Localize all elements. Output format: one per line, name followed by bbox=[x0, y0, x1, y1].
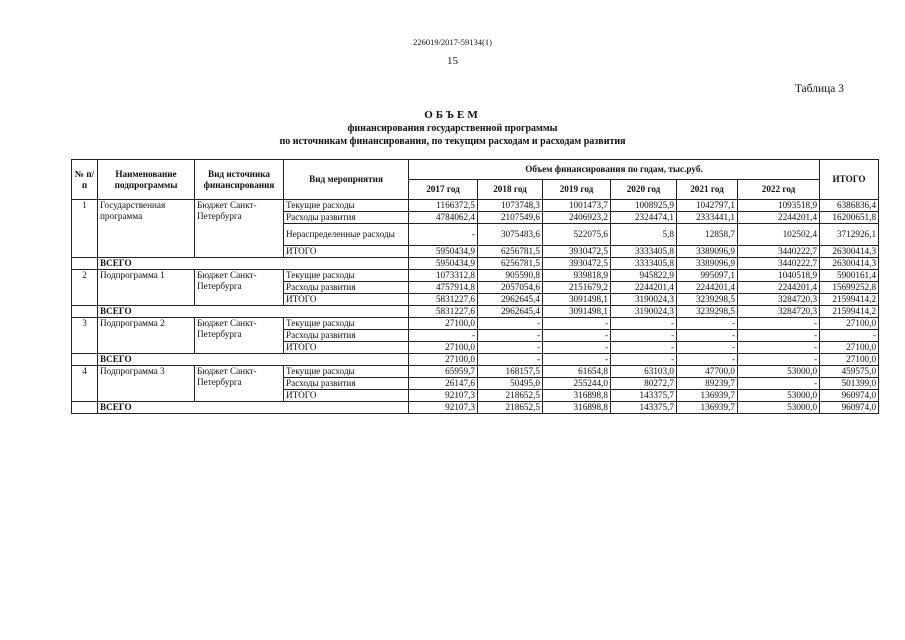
table-row bbox=[72, 270, 879, 282]
value-cell: 16200651,8 bbox=[820, 212, 879, 224]
total-row bbox=[72, 354, 879, 366]
total-row bbox=[72, 306, 879, 318]
value-cell: 143375,7 bbox=[611, 390, 677, 402]
value-cell: 3389096,9 bbox=[677, 246, 738, 258]
value-cell: 3239298,5 bbox=[677, 294, 738, 306]
activity-type: Нераспределенные расходы bbox=[284, 224, 409, 246]
table-row bbox=[72, 318, 879, 330]
value-cell: 2406923,2 bbox=[543, 212, 611, 224]
value-cell: - bbox=[478, 330, 543, 342]
value-cell: 4784062,4 bbox=[409, 212, 478, 224]
value-cell: - bbox=[409, 224, 478, 246]
value-cell: 2057054,6 bbox=[478, 282, 543, 294]
value-cell: - bbox=[611, 342, 677, 354]
total-value-cell: 143375,7 bbox=[611, 402, 677, 414]
value-cell: 61654,8 bbox=[543, 366, 611, 378]
value-cell: 5,8 bbox=[611, 224, 677, 246]
funding-source: Бюджет Санкт-Петербурга bbox=[195, 366, 284, 402]
header-year: 2020 год bbox=[611, 180, 677, 200]
activity-type: ИТОГО bbox=[284, 390, 409, 402]
value-cell: - bbox=[677, 318, 738, 330]
value-cell: - bbox=[738, 318, 820, 330]
total-value-cell: - bbox=[677, 354, 738, 366]
value-cell: - bbox=[543, 342, 611, 354]
table-label: Таблица 3 bbox=[794, 83, 844, 95]
value-cell: 1008925,9 bbox=[611, 200, 677, 212]
total-value-cell: 960974,0 bbox=[820, 402, 879, 414]
total-value-cell: 5831227,6 bbox=[409, 306, 478, 318]
header-source: Вид источника финансирования bbox=[195, 160, 284, 200]
value-cell: 3075483,6 bbox=[478, 224, 543, 246]
value-cell: 218652,5 bbox=[478, 390, 543, 402]
total-value-cell: 136939,7 bbox=[677, 402, 738, 414]
activity-type: ИТОГО bbox=[284, 246, 409, 258]
value-cell: 2244201,4 bbox=[738, 212, 820, 224]
value-cell: 21599414,2 bbox=[820, 294, 879, 306]
value-cell: - bbox=[611, 330, 677, 342]
value-cell: - bbox=[543, 318, 611, 330]
total-num-cell bbox=[72, 354, 98, 366]
total-value-cell: 316898,8 bbox=[543, 402, 611, 414]
activity-type: Текущие расходы bbox=[284, 318, 409, 330]
total-value-cell: - bbox=[738, 354, 820, 366]
value-cell: 89239,7 bbox=[677, 378, 738, 390]
value-cell: 3930472,5 bbox=[543, 246, 611, 258]
header-year: 2017 год bbox=[409, 180, 478, 200]
value-cell: - bbox=[409, 330, 478, 342]
value-cell: 27100,0 bbox=[409, 342, 478, 354]
value-cell: 960974,0 bbox=[820, 390, 879, 402]
title-subheading-2: по источникам финансирования, по текущим расходам и расходам развития bbox=[279, 136, 626, 147]
title-subheading: финансирования государственной программы bbox=[347, 123, 558, 134]
value-cell: - bbox=[738, 330, 820, 342]
total-num-cell bbox=[72, 258, 98, 270]
header-total: ИТОГО bbox=[820, 160, 879, 200]
value-cell: 1001473,7 bbox=[543, 200, 611, 212]
value-cell: 3712926,1 bbox=[820, 224, 879, 246]
header-name: Наименование подпрограммы bbox=[98, 160, 195, 200]
header-activity: Вид мероприятия bbox=[284, 160, 409, 200]
row-number: 1 bbox=[72, 200, 98, 258]
activity-type: Расходы развития bbox=[284, 282, 409, 294]
value-cell: 5950434,9 bbox=[409, 246, 478, 258]
value-cell: 92107,3 bbox=[409, 390, 478, 402]
value-cell: 63103,0 bbox=[611, 366, 677, 378]
value-cell: 80272,7 bbox=[611, 378, 677, 390]
activity-type: Текущие расходы bbox=[284, 200, 409, 212]
total-value-cell: 92107,3 bbox=[409, 402, 478, 414]
activity-type: Расходы развития bbox=[284, 330, 409, 342]
value-cell: 2333441,1 bbox=[677, 212, 738, 224]
value-cell: 26147,6 bbox=[409, 378, 478, 390]
funding-source: Бюджет Санкт-Петербурга bbox=[195, 318, 284, 354]
total-value-cell: 2962645,4 bbox=[478, 306, 543, 318]
value-cell: 1166372,5 bbox=[409, 200, 478, 212]
value-cell: 27100,0 bbox=[409, 318, 478, 330]
value-cell: 53000,0 bbox=[738, 390, 820, 402]
total-value-cell: 3190024,3 bbox=[611, 306, 677, 318]
value-cell: 6386836,4 bbox=[820, 200, 879, 212]
value-cell: 102502,4 bbox=[738, 224, 820, 246]
value-cell: 945822,9 bbox=[611, 270, 677, 282]
total-value-cell: 27100,0 bbox=[409, 354, 478, 366]
value-cell: 316898,8 bbox=[543, 390, 611, 402]
total-value-cell: 27100,0 bbox=[820, 354, 879, 366]
activity-type: Расходы развития bbox=[284, 378, 409, 390]
total-label: ВСЕГО bbox=[98, 402, 409, 414]
value-cell: 168157,5 bbox=[478, 366, 543, 378]
value-cell: 6256781,5 bbox=[478, 246, 543, 258]
value-cell: 2962645,4 bbox=[478, 294, 543, 306]
value-cell: 522075,6 bbox=[543, 224, 611, 246]
total-row bbox=[72, 402, 879, 414]
total-value-cell: 3284720,3 bbox=[738, 306, 820, 318]
value-cell: - bbox=[478, 342, 543, 354]
total-value-cell: 3930472,5 bbox=[543, 258, 611, 270]
value-cell: 2151679,2 bbox=[543, 282, 611, 294]
total-value-cell: 21599414,2 bbox=[820, 306, 879, 318]
table-row bbox=[72, 200, 879, 212]
value-cell: 26300414,3 bbox=[820, 246, 879, 258]
value-cell: 3091498,1 bbox=[543, 294, 611, 306]
value-cell: - bbox=[677, 342, 738, 354]
total-value-cell: 6256781,5 bbox=[478, 258, 543, 270]
value-cell: 2107549,6 bbox=[478, 212, 543, 224]
header-year: 2018 год bbox=[478, 180, 543, 200]
page-number: 15 bbox=[447, 55, 458, 67]
value-cell: - bbox=[677, 330, 738, 342]
value-cell: 1042797,1 bbox=[677, 200, 738, 212]
value-cell: 2324474,1 bbox=[611, 212, 677, 224]
value-cell: 939818,9 bbox=[543, 270, 611, 282]
value-cell: 4757914,8 bbox=[409, 282, 478, 294]
value-cell: 255244,0 bbox=[543, 378, 611, 390]
value-cell: - bbox=[543, 330, 611, 342]
activity-type: Текущие расходы bbox=[284, 270, 409, 282]
value-cell: 1073748,3 bbox=[478, 200, 543, 212]
header-year: 2019 год bbox=[543, 180, 611, 200]
total-num-cell bbox=[72, 306, 98, 318]
total-label: ВСЕГО bbox=[98, 306, 409, 318]
row-number: 4 bbox=[72, 366, 98, 402]
activity-type: ИТОГО bbox=[284, 342, 409, 354]
value-cell: 3284720,3 bbox=[738, 294, 820, 306]
value-cell: - bbox=[820, 330, 879, 342]
total-value-cell: 3239298,5 bbox=[677, 306, 738, 318]
total-value-cell: 3440222,7 bbox=[738, 258, 820, 270]
total-value-cell: - bbox=[478, 354, 543, 366]
value-cell: 15699252,8 bbox=[820, 282, 879, 294]
total-value-cell: 26300414,3 bbox=[820, 258, 879, 270]
value-cell: 995097,1 bbox=[677, 270, 738, 282]
value-cell: - bbox=[738, 342, 820, 354]
activity-type: ИТОГО bbox=[284, 294, 409, 306]
total-value-cell: - bbox=[611, 354, 677, 366]
value-cell: 12858,7 bbox=[677, 224, 738, 246]
row-number: 2 bbox=[72, 270, 98, 306]
total-num-cell bbox=[72, 402, 98, 414]
value-cell: 47700,0 bbox=[677, 366, 738, 378]
value-cell: 2244201,4 bbox=[677, 282, 738, 294]
value-cell: 1093518,9 bbox=[738, 200, 820, 212]
total-label: ВСЕГО bbox=[98, 354, 409, 366]
value-cell: 1040518,9 bbox=[738, 270, 820, 282]
value-cell: 65959,7 bbox=[409, 366, 478, 378]
value-cell: 50495,0 bbox=[478, 378, 543, 390]
subprogram-name: Подпрограмма 1 bbox=[98, 270, 195, 306]
funding-source: Бюджет Санкт-Петербурга bbox=[195, 270, 284, 306]
total-value-cell: 218652,5 bbox=[478, 402, 543, 414]
subprogram-name: Государственная программа bbox=[98, 200, 195, 258]
header-num: № п/п bbox=[72, 160, 98, 200]
table-body bbox=[72, 200, 879, 414]
subprogram-name: Подпрограмма 2 bbox=[98, 318, 195, 354]
value-cell: - bbox=[611, 318, 677, 330]
total-value-cell: 5950434,9 bbox=[409, 258, 478, 270]
value-cell: - bbox=[738, 378, 820, 390]
value-cell: 459575,0 bbox=[820, 366, 879, 378]
value-cell: 136939,7 bbox=[677, 390, 738, 402]
subprogram-name: Подпрограмма 3 bbox=[98, 366, 195, 402]
document-id: 226019/2017-59134(1) bbox=[413, 37, 492, 47]
value-cell: 2244201,4 bbox=[611, 282, 677, 294]
header-years-group: Объем финансирования по годам, тыс.руб. bbox=[409, 160, 820, 180]
value-cell: 53000,0 bbox=[738, 366, 820, 378]
activity-type: Текущие расходы bbox=[284, 366, 409, 378]
value-cell: 3333405,8 bbox=[611, 246, 677, 258]
total-row bbox=[72, 258, 879, 270]
value-cell: 27100,0 bbox=[820, 318, 879, 330]
funding-source: Бюджет Санкт-Петербурга bbox=[195, 200, 284, 258]
value-cell: 1073312,8 bbox=[409, 270, 478, 282]
value-cell: 5831227,6 bbox=[409, 294, 478, 306]
total-value-cell: 53000,0 bbox=[738, 402, 820, 414]
total-value-cell: 3389096,9 bbox=[677, 258, 738, 270]
header-year: 2022 год bbox=[738, 180, 820, 200]
row-number: 3 bbox=[72, 318, 98, 354]
value-cell: 905590,8 bbox=[478, 270, 543, 282]
value-cell: 27100,0 bbox=[820, 342, 879, 354]
value-cell: - bbox=[478, 318, 543, 330]
title-heading: ОБЪЕМ bbox=[424, 109, 481, 121]
value-cell: 501399,0 bbox=[820, 378, 879, 390]
header-year: 2021 год bbox=[677, 180, 738, 200]
activity-type: Расходы развития bbox=[284, 212, 409, 224]
financing-table bbox=[71, 159, 879, 414]
total-value-cell: - bbox=[543, 354, 611, 366]
value-cell: 2244201,4 bbox=[738, 282, 820, 294]
value-cell: 5900161,4 bbox=[820, 270, 879, 282]
total-value-cell: 3091498,1 bbox=[543, 306, 611, 318]
total-label: ВСЕГО bbox=[98, 258, 409, 270]
total-value-cell: 3333405,8 bbox=[611, 258, 677, 270]
value-cell: 3440222,7 bbox=[738, 246, 820, 258]
table-row bbox=[72, 366, 879, 378]
value-cell: 3190024,3 bbox=[611, 294, 677, 306]
